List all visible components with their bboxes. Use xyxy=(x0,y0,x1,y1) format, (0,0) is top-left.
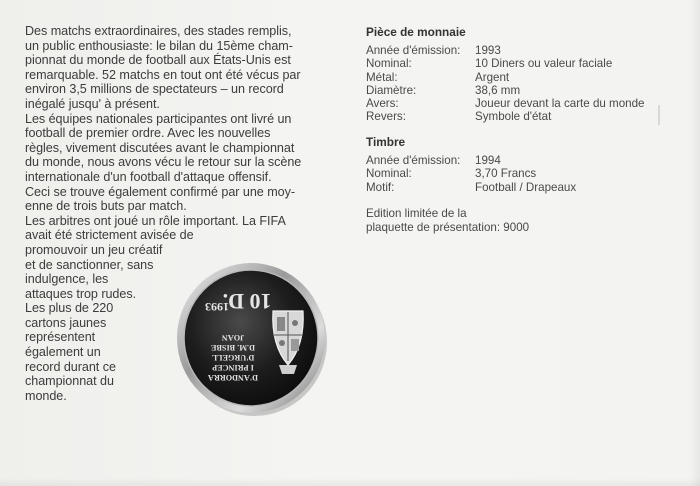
text-line: Des matchs extraordinaires, des stades remplis, xyxy=(25,24,292,38)
stamp-section-title: Timbre xyxy=(366,135,406,149)
text-line: indulgence, les xyxy=(25,272,109,287)
spec-row xyxy=(366,71,666,84)
spec-row xyxy=(366,154,666,167)
text-line: attaques trop rudes. xyxy=(25,286,137,301)
paper-mark xyxy=(658,105,660,125)
coin-legend-line: D.M. BISBE xyxy=(211,343,255,352)
text-line: règles, vivement discutées avant le championnat xyxy=(25,140,295,155)
spec-label: Motif: xyxy=(366,180,395,194)
spec-row xyxy=(366,44,666,57)
text-line: du monde, nous avons vécu le retour sur la scène xyxy=(25,155,302,170)
spec-value: 10 Diners ou valeur faciale xyxy=(475,57,613,71)
spec-value: 38,6 mm xyxy=(475,83,521,97)
stamp-specifications xyxy=(366,136,666,194)
coin-specifications xyxy=(366,26,666,123)
text-line: un public enthousiaste: le bilan du 15ème cham- xyxy=(25,38,293,53)
text-line: monde. xyxy=(25,388,67,403)
text-line: environ 3,5 millions de spectateurs – un record xyxy=(25,82,284,97)
spec-value: Symbole d'état xyxy=(475,110,552,124)
spec-value: Football / Drapeaux xyxy=(475,180,577,194)
spec-label: Année d'émission: xyxy=(366,154,461,168)
paper-edge xyxy=(0,478,700,486)
spec-value: 3,70 Francs xyxy=(475,167,537,181)
spec-row xyxy=(366,167,666,180)
text-line: Ceci se trouve également confirmé par une moy- xyxy=(25,184,295,199)
text-line: record durant ce xyxy=(25,359,116,374)
coin-legend-line: D'URGELL xyxy=(211,353,255,362)
paper-edge xyxy=(690,0,700,486)
spec-value: Argent xyxy=(475,70,510,84)
spec-value: Joueur devant la carte du monde xyxy=(475,97,645,111)
text-line: Les équipes nationales participantes ont livré un xyxy=(25,111,292,126)
spec-value: 1994 xyxy=(475,154,501,168)
text-line: pionnat du monde de football aux États-Unis est xyxy=(25,53,291,68)
spec-row xyxy=(366,110,666,123)
article-paragraph-1 xyxy=(25,24,333,112)
spec-row xyxy=(366,57,666,70)
spec-label: Revers: xyxy=(366,110,406,124)
spec-label: Année d'émission: xyxy=(366,44,461,58)
edition-note xyxy=(366,207,529,234)
coin-legend-line: JOAN xyxy=(221,333,245,342)
spec-label: Avers: xyxy=(366,97,399,111)
article-paragraph-2 xyxy=(25,112,333,214)
spec-label: Nominal: xyxy=(366,167,412,181)
edition-line-2: plaquette de présentation: 9000 xyxy=(366,220,530,234)
text-line: championnat du xyxy=(25,374,114,389)
text-line: inégalé jusqu' à présent. xyxy=(25,96,160,111)
text-line: également un xyxy=(25,345,101,360)
coin-legend-line: D'ANDORRA xyxy=(207,373,259,382)
text-line: Les plus de 220 xyxy=(25,301,114,316)
text-line: et de sanctionner, sans xyxy=(25,257,154,272)
spec-value: 1993 xyxy=(475,44,501,58)
text-line: enne de trois buts par match. xyxy=(25,199,187,214)
coin-legend-line: I PRINCEP xyxy=(212,363,254,372)
spec-row xyxy=(366,84,666,97)
text-line: Les arbitres ont joué un rôle important. La FIFA xyxy=(25,213,286,228)
edition-line-1: Edition limitée de la xyxy=(366,207,467,220)
text-line: internationale d'un football d'attaque offensif. xyxy=(25,169,272,184)
svg-text:10 D.: 10 D. xyxy=(222,289,272,314)
text-line: football de premier ordre. Avec les nouvelles xyxy=(25,126,271,141)
text-line: représentent xyxy=(25,330,96,345)
text-line: remarquable. 52 matchs en tout ont été vécus par xyxy=(25,67,301,82)
spec-label: Nominal: xyxy=(366,57,412,71)
text-line: promouvoir un jeu créatif xyxy=(25,242,163,257)
text-line: avait été strictement avisée de xyxy=(25,228,194,243)
spec-row xyxy=(366,97,666,110)
text-line: cartons jaunes xyxy=(25,315,107,330)
silver-coin-image xyxy=(175,257,329,419)
spec-label: Diamètre: xyxy=(366,83,417,97)
spec-label: Métal: xyxy=(366,70,398,84)
svg-text:1993: 1993 xyxy=(205,300,229,314)
coin-section-title: Pièce de monnaie xyxy=(366,25,466,39)
spec-row xyxy=(366,181,666,194)
